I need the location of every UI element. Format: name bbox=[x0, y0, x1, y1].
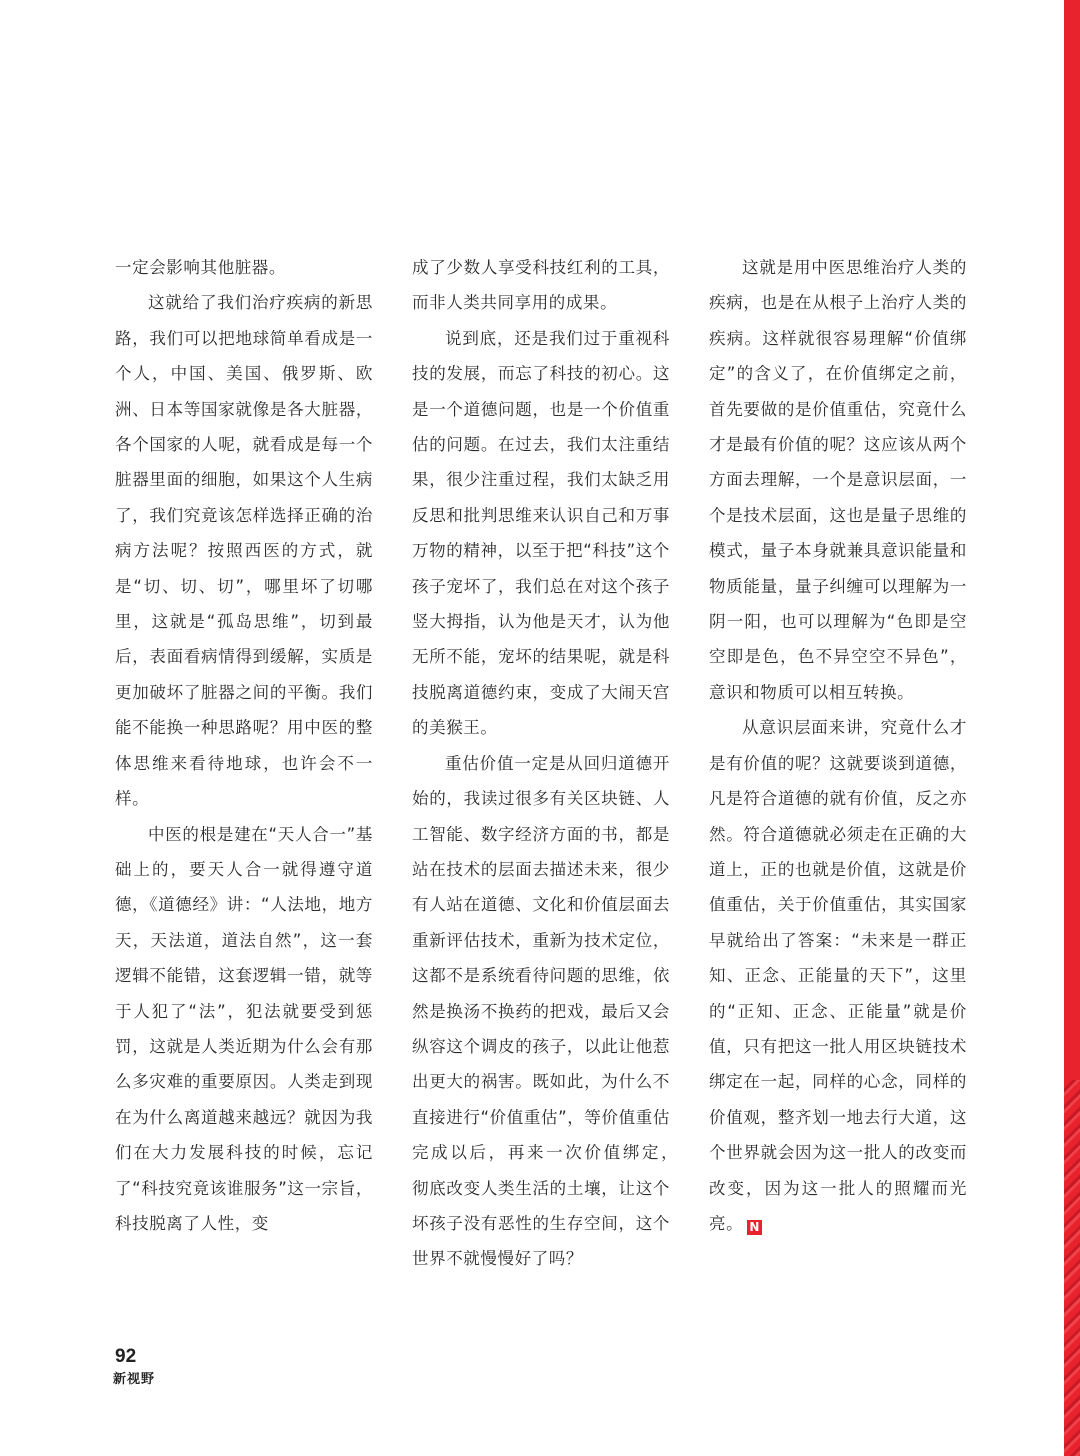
paragraph: 中医的根是建在“天人合一”基础上的，要天人合一就得遵守道德，《道德经》讲：“人法地，地方天，天法道，道法自然”，这一套逻辑不能错，这套逻辑一错，就等于人犯了“法”，犯法就要受到惩罚，这就是人类近期为什么会有那么多灾难的重要原因。人类走到现在为什么离道越来越远？就因为我们在大力发展科技的时候，忘记了“科技究竟该谁服务”这一宗旨，科技脱离了人性，变 bbox=[115, 824, 373, 1233]
last-paragraph bbox=[709, 710, 967, 1241]
text-column-3 bbox=[709, 250, 967, 1241]
page-number: 92 bbox=[115, 1346, 137, 1367]
paragraph: 一定会影响其他脏器。 bbox=[115, 258, 286, 277]
paragraph: 成了少数人享受科技红利的工具，而非人类共同享用的成果。 bbox=[412, 258, 670, 313]
paragraph: 重估价值一定是从回归道德开始的，我读过很多有关区块链、人工智能、数字经济方面的书，都是站在技术的层面去描述未来，很少有人站在道德、文化和价值层面去重新评估技术，重新为技术定位，这都不是系统看待问题的思维，依然是换汤不换药的把戏，最后又会纵容这个调皮的孩子，以此让他惹出更大的祸害。既如此，为什么不直接进行“价值重估”，等价值重估完成以后，再来一次价值绑定， 彻底改变人类生活的土壤，让这个坏孩子没有恶性的生存空间，这个世界不就慢慢好了吗？ bbox=[412, 753, 688, 1269]
paragraph: 这就是用中医思维治疗人类的疾病，也是在从根子上治疗人类的疾病。这样就很容易理解“价值绑定”的含义了，在价值绑定之前，首先要做的是价值重估，究竟什么才是最有价值的呢？这应该从两个方面去理解，一个是意识层面，一个是技术层面，这也是量子思维的模式，量子本身就兼具意识能量和物质能量，量子纠缠可以理解为一阴一阳，也可以理解为“色即是空空即是色，色不异空空不异色”，意识和物质可以相互转换。 bbox=[709, 258, 967, 702]
text-column-2 bbox=[412, 250, 688, 1277]
magazine-name: 新视野 bbox=[113, 1372, 156, 1387]
paragraph-text: 从意识层面来讲，究竟什么才是有价值的呢？这就要谈到道德，凡是符合道德的就有价值，反之亦然。符合道德就必须走在正确的大道上，正的也就是价值，这就是价值重估，关于价值重估，其实国家早就给出了答案：“未来是一群正知、正念、正能量的天下”，这里的“正知、正念、正能量”就是价值，只有把这一批人用区块链技术绑定在一起，同样的心念，同样的价值观，整齐划一地去行大道，这个世界就会因为这一批人的改变而改变，因为这一批人的照耀而光亮。 bbox=[709, 718, 967, 1233]
page-edge-pattern bbox=[1064, 1080, 1080, 1456]
page-edge-red-strip bbox=[1064, 0, 1080, 1456]
text-column-1 bbox=[115, 250, 373, 1241]
article-end-icon: N bbox=[747, 1220, 762, 1235]
paragraph: 说到底，还是我们过于重视科技的发展，而忘了科技的初心。这是一个道德问题，也是一个价值重估的问题。在过去，我们太注重结果，很少注重过程，我们太缺乏用反思和批判思维来认识自己和万事万物的精神，以至于把“科技”这个孩子宠坏了，我们总在对这个孩子竖大拇指，认为他是天才，认为他无所不能，宠坏的结果呢，就是科技脱离道德约束，变成了大闹天宫的美猴王。 bbox=[412, 328, 670, 738]
paragraph: 这就给了我们治疗疾病的新思路，我们可以把地球简单看成是一个人，中国、美国、俄罗斯、欧洲、日本等国家就像是各大脏器，各个国家的人呢，就看成是每一个脏器里面的细胞，如果这个人生病了，我们究竟该怎样选择正确的治病方法呢？按照西医的方式，就是“切、切、切”，哪里坏了切哪里，这就是“孤岛思维”，切到最后，表面看病情得到缓解，实质是更加破坏了脏器之间的平衡。我们能不能换一种思路呢？用中医的整体思维来看待地球，也许会不一样。 bbox=[115, 293, 373, 809]
